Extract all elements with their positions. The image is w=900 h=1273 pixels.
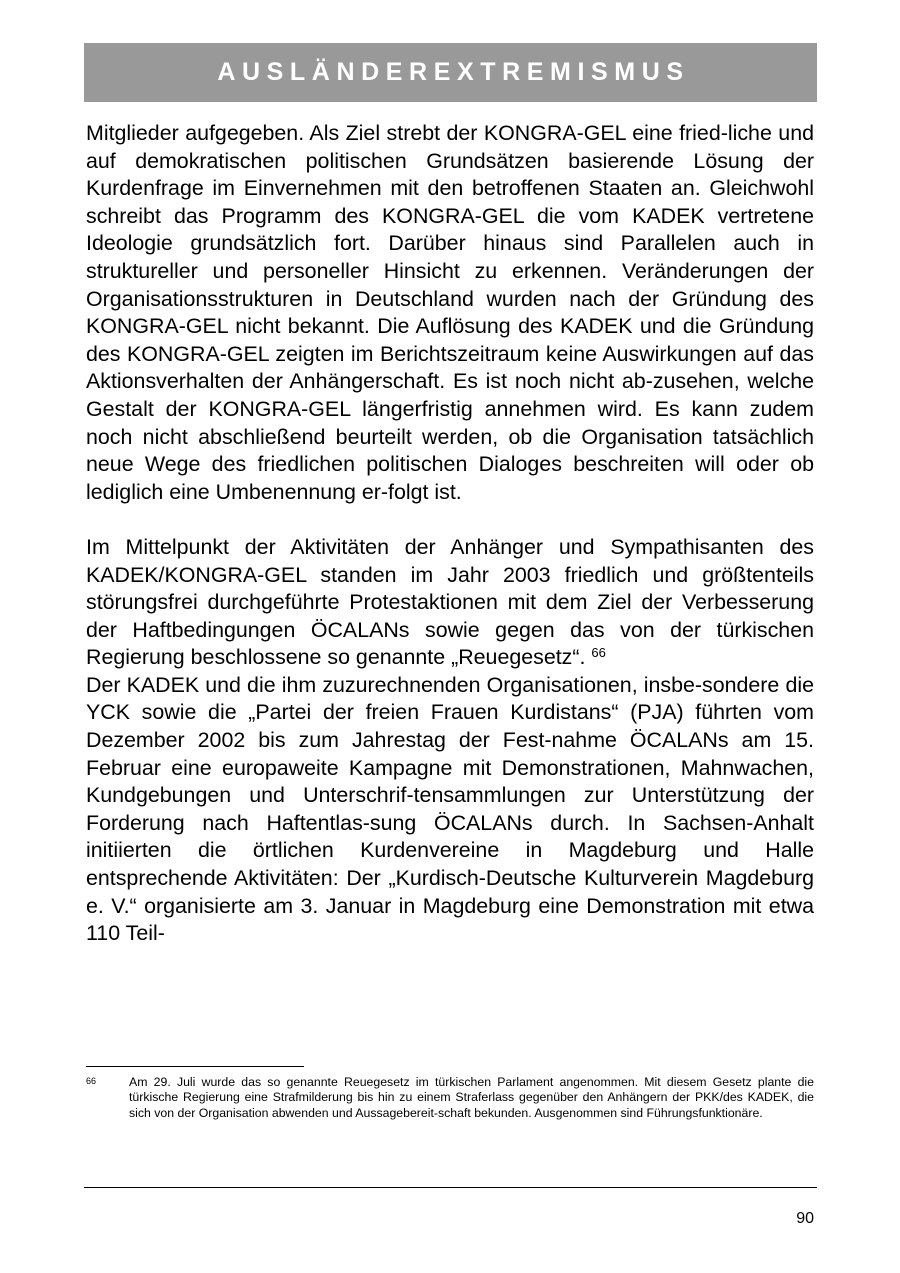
footnote-divider [86, 1066, 304, 1067]
footnote-text: Am 29. Juli wurde das so genannte Reuegesetz im türkischen Parlament angenommen. Mit diesem Gesetz plante die türkische Regierung eine Strafmilderung bis hin zu einem Straferlass gegenüber den Anhängern der PKK/des KADEK, die sich von der Organisation abwenden und Aussagebereit-schaft bekunden. Ausgenommen sind Führungsfunktionäre. [129, 1075, 814, 1120]
paragraph-1: Mitglieder aufgegeben. Als Ziel strebt der KONGRA-GEL eine fried-liche und auf demokratischen politischen Grundsätzen basierende Lösung der Kurdenfrage im Einvernehmen mit den betroffenen Staaten an. Gleichwohl schreibt das Programm des KONGRA-GEL die vom KADEK vertretene Ideologie grundsätzlich fort. Darüber hinaus sind Parallelen auch in struktureller und personeller Hinsicht zu erkennen. Veränderungen der Organisationsstrukturen in Deutschland wurden nach der Gründung des KONGRA-GEL nicht bekannt. Die Auflösung des KADEK und die Gründung des KONGRA-GEL zeigten im Berichtszeitraum keine Auswirkungen auf das Aktionsverhalten der Anhängerschaft. Es ist noch nicht ab-zusehen, welche Gestalt der KONGRA-GEL längerfristig annehmen wird. Es kann zudem noch nicht abschließend beurteilt werden, ob die Organisation tatsächlich neue Wege des friedlichen politischen Dialoges beschreiten will oder ob lediglich eine Umbenennung er-folgt ist. [86, 121, 814, 504]
footnote [86, 1075, 814, 1121]
footer-divider [84, 1187, 817, 1188]
footnote-number: 66 [86, 1076, 97, 1086]
paragraph-2-text: Im Mittelpunkt der Aktivitäten der Anhänger und Sympathisanten des KADEK/KONGRA-GEL standen im Jahr 2003 friedlich und größtenteils störungsfrei durchgeführte Protestaktionen mit dem Ziel der Verbesserung der Haftbedingungen ÖCALANs sowie gegen das von der türkischen Regierung beschlossene so genannte „Reuegesetz“. [86, 534, 814, 670]
footnote-reference: 66 [591, 645, 606, 661]
main-text [86, 120, 814, 948]
page-number: 90 [796, 1210, 814, 1227]
section-header-banner [84, 43, 817, 102]
section-title: AUSLÄNDEREXTREMISMUS [217, 58, 690, 86]
paragraph-3: Der KADEK und die ihm zuzurechnenden Organisationen, insbe-sondere die YCK sowie die „Partei der freien Frauen Kurdistans“ (PJA) führten vom Dezember 2002 bis zum Jahrestag der Fest-nahme ÖCALANs am 15. Februar eine europaweite Kampagne mit Demonstrationen, Mahnwachen, Kundgebungen und Unterschrif-tensammlungen zur Unterstützung der Forderung nach Haftentlas-sung ÖCALANs durch. In Sachsen-Anhalt initiierten die örtlichen Kurdenvereine in Magdeburg und Halle entsprechende Aktivitäten: Der „Kurdisch-Deutsche Kulturverein Magdeburg e. V.“ organisierte am 3. Januar in Magdeburg eine Demonstration mit etwa 110 Teil- [86, 672, 814, 946]
paragraph-2 [86, 534, 814, 672]
